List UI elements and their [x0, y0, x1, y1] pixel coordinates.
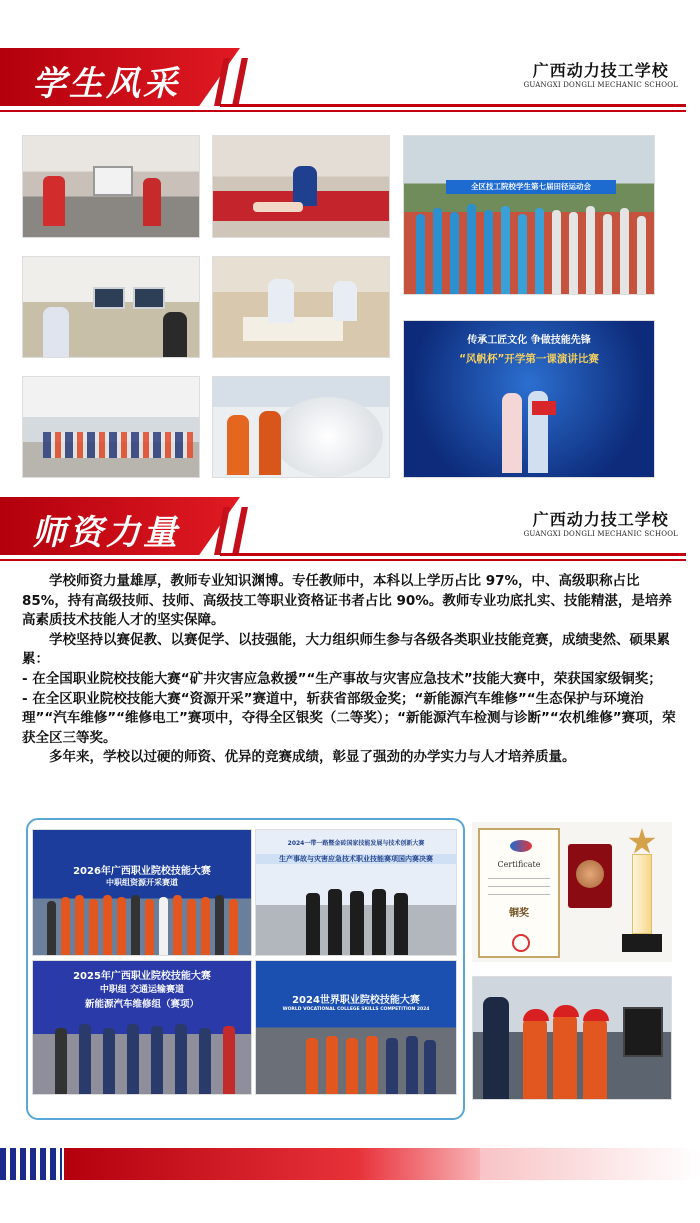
section-title: 学生风采	[32, 64, 180, 104]
photo-fire-drill-hall	[22, 376, 200, 478]
speech-contest-title: “风帆杯”开学第一课演讲比赛	[459, 353, 599, 365]
world-skills-title: 2024世界职业院校技能大赛	[292, 995, 420, 1006]
faculty-description	[22, 572, 678, 768]
photo-computer-class	[22, 256, 200, 358]
certificate-seal-icon	[512, 934, 530, 952]
contest-2025-title: 2025年广西职业院校技能大赛	[73, 971, 211, 982]
school-name-en: GUANGXI DONGLI MECHANIC SCHOOL	[523, 530, 678, 538]
photo-computer-lab-practice	[22, 135, 200, 238]
header-rule	[0, 559, 686, 561]
contest-2024-title: 2024一带一路暨金砖国家技能发展与技术创新大赛	[287, 840, 425, 847]
page-footer-band	[0, 1148, 700, 1180]
header-rule	[0, 110, 686, 112]
photo-fire-drill-smoke	[212, 376, 390, 478]
contest-2026-title: 2026年广西职业院校技能大赛	[73, 866, 211, 877]
speech-contest-slogan: 传承工匠文化 争做技能先锋	[467, 335, 591, 346]
certificate-document	[478, 828, 560, 958]
photo-award-certificate-medal-trophy	[472, 822, 672, 962]
certificate-award: 铜奖	[509, 908, 529, 919]
photo-sports-meet-team	[403, 135, 655, 295]
school-name-cn: 广西动力技工学校	[532, 61, 669, 80]
header-decor-stripe	[232, 58, 248, 106]
photo-speech-contest	[403, 320, 655, 478]
photo-drafting-class	[212, 256, 390, 358]
contest-2026-track: 中职组资源开采赛道	[106, 878, 178, 887]
paragraph-competition-policy: 学校坚持以赛促教、以赛促学、以技强能，大力组织师生参与各级各类职业技能竞赛，成绩斐然、硕果累累：	[22, 631, 670, 668]
bronze-medal-icon	[576, 860, 604, 888]
photo-contest-2025	[32, 960, 252, 1095]
athlete-group	[416, 199, 644, 294]
section-header-student	[0, 48, 700, 106]
contest-2025-event: 新能源汽车维修组（赛项）	[84, 999, 199, 1010]
footer-blue-stripes	[0, 1148, 62, 1180]
photo-contest-2026	[32, 829, 252, 956]
photo-world-skills-2024	[255, 960, 457, 1095]
photo-contest-2024	[255, 829, 457, 956]
contest-2025-track: 中职组 交通运输赛道	[99, 985, 185, 995]
photo-students-at-control-console	[472, 976, 672, 1100]
school-name-en: GUANGXI DONGLI MECHANIC SCHOOL	[523, 81, 678, 89]
school-name	[524, 507, 678, 538]
footer-red-band	[64, 1148, 484, 1180]
paragraph-regional-awards: - 在全区职业院校技能大赛“资源开采”赛道中，斩获省部级金奖；“新能源汽车维修”“生态保护与环境治理”“汽车维修”“维修电工”赛项中，夺得全区银奖（二等奖）；“新能源汽车检测与诊断”“农机维修”赛项，荣获全区三等奖。	[22, 690, 676, 746]
trophy-icon	[622, 828, 662, 954]
paragraph-summary: 多年来，学校以过硬的师资、优异的竞赛成绩，彰显了强劲的办学实力与人才培养质量。	[49, 749, 576, 766]
footer-fade	[480, 1148, 700, 1180]
section-title: 师资力量	[32, 513, 180, 553]
header-rule	[220, 553, 686, 556]
header-decor-stripe	[232, 507, 248, 555]
paragraph-faculty-strength: 学校师资力量雄厚，教师专业知识渊博。专任教师中，本科以上学历占比 97%，中、高级职称占比 85%，持有高级技师、技师、高级技工等职业资格证书者占比 90%。教师专业功底扎实、技能精湛，是培养高素质技术技能人才的坚实保障。	[22, 573, 672, 629]
paragraph-national-award: - 在全国职业院校技能大赛“矿井灾害应急救援”“生产事故与灾害应急技术”技能大赛中，荣获国家级铜奖；	[22, 670, 662, 687]
contest-2024-event: 生产事故与灾害应急技术职业技能赛项国内赛决赛	[256, 854, 456, 864]
school-name-cn: 广西动力技工学校	[532, 510, 669, 529]
header-rule	[220, 104, 686, 107]
world-skills-subtitle: WORLD VOCATIONAL COLLEGE SKILLS COMPETITION 2024	[282, 1007, 430, 1012]
medal-box	[568, 844, 612, 908]
sports-meet-banner: 全区技工院校学生第七届田径运动会	[446, 180, 616, 194]
photo-first-aid-practice	[212, 135, 390, 238]
certificate-title: Certificate	[497, 860, 541, 869]
school-name	[524, 58, 678, 89]
certificate-logo-icon	[510, 840, 532, 852]
section-header-faculty	[0, 497, 700, 555]
